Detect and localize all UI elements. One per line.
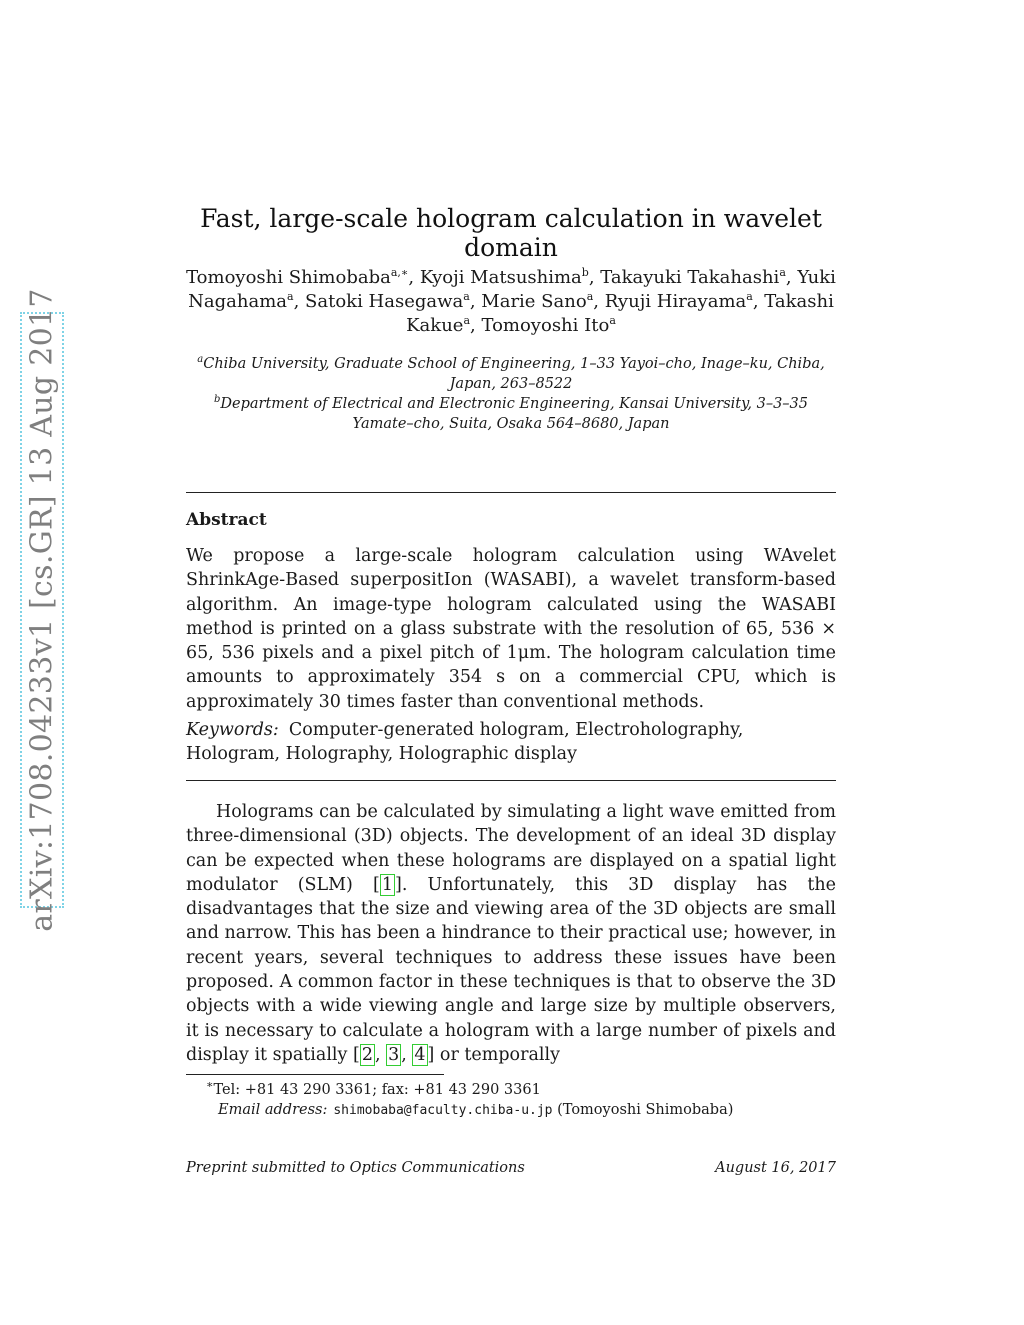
author-affil-mark: a <box>586 290 594 303</box>
footnote-rule <box>186 1074 444 1075</box>
affiliation-b <box>186 394 836 434</box>
citation-link[interactable]: 2 <box>361 1044 373 1065</box>
affiliation-mark: a <box>197 354 204 366</box>
author-affil-mark: a <box>463 314 471 327</box>
body-text: ] or temporally <box>427 1044 560 1065</box>
keywords-text: Computer-generated hologram, Electroholography, Hologram, Holography, Holographic display <box>186 720 744 765</box>
citation-separator: , <box>401 1044 413 1065</box>
affiliation-mark: b <box>213 394 221 406</box>
author-name: , Takayuki Takahashi <box>588 267 780 288</box>
body-paragraph <box>186 800 836 1067</box>
body-text: Holograms can be calculated by simulating a light wave emitted from three-dimensional (3D) objects. The development of an ideal 3D display can be expected when these holograms are displayed on a spatial light modulator (SLM) [ <box>186 802 836 895</box>
author-affil-mark: a <box>287 290 294 303</box>
author-affil-mark: a <box>746 290 753 303</box>
citation-separator: , <box>374 1044 387 1065</box>
affiliation-a <box>186 354 836 394</box>
author-name: , Tomoyoshi Ito <box>470 315 610 336</box>
footnote-tel: Tel: +81 43 290 3361; fax: +81 43 290 3361 <box>213 1082 541 1098</box>
author-name: , Yuki Nagahama <box>188 267 836 312</box>
footnote-email <box>218 1100 733 1121</box>
footnote-mark: ∗ <box>206 1078 214 1092</box>
email-owner: (Tomoyoshi Shimobaba) <box>557 1102 734 1118</box>
footer-date: August 16, 2017 <box>715 1160 836 1176</box>
abstract-bottom-rule <box>186 780 836 781</box>
citation-link[interactable]: 1 <box>381 874 393 895</box>
email-address[interactable]: shimobaba@faculty.chiba-u.jp <box>333 1103 553 1118</box>
affiliation-text: Department of Electrical and Electronic Engineering, Kansai University, 3–3–35 Yamate–cho, Suita, Osaka 564–8680, Japan <box>220 396 809 432</box>
abstract-heading: Abstract <box>186 510 267 530</box>
keywords-label: Keywords: <box>186 720 279 740</box>
affiliation-text: Chiba University, Graduate School of Engineering, 1–33 Yayoi–cho, Inage–ku, Chiba, Japan, 263–8522 <box>203 356 825 392</box>
author-name: , Kyoji Matsushima <box>408 267 582 288</box>
citation-link[interactable]: 4 <box>414 1044 426 1065</box>
author-name: Tomoyoshi Shimobaba <box>186 267 391 288</box>
arxiv-stamp[interactable]: arXiv:1708.04233v1 [cs.GR] 13 Aug 2017 <box>24 288 60 932</box>
email-label: Email address: <box>218 1102 328 1118</box>
footer-preprint: Preprint submitted to Optics Communications <box>186 1160 525 1176</box>
abstract-top-rule <box>186 492 836 493</box>
keywords <box>186 718 836 767</box>
author-name: , Takashi Kakue <box>406 291 834 336</box>
author-list <box>186 266 836 338</box>
paper-title: Fast, large-scale hologram calculation in wavelet domain <box>200 204 822 262</box>
author-name: , Satoki Hasegawa <box>293 291 464 312</box>
author-name: , Marie Sano <box>469 291 587 312</box>
footnote-contact <box>206 1080 541 1100</box>
abstract-text: We propose a large-scale hologram calculation using WAvelet ShrinkAge-Based superpositIon (WASABI), a wavelet transform-based algorithm. An image-type hologram calculated using the WASABI method is printed on a glass substrate with the resolution of 65, 536 × 65, 536 pixels and a pixel pitch of 1μm. The hologram calculation time amounts to approximately 354 s on a commercial CPU, which is approximately 30 times faster than conventional methods. <box>186 546 836 712</box>
author-affil-mark: a <box>779 266 786 279</box>
author-affil-mark: a,∗ <box>390 266 409 279</box>
author-affil-mark: a <box>609 314 616 327</box>
author-affil-mark: b <box>581 266 589 279</box>
author-affil-mark: a <box>463 290 470 303</box>
citation-link[interactable]: 3 <box>388 1044 400 1065</box>
author-name: , Ryuji Hirayama <box>593 291 747 312</box>
body-text: ]. Unfortunately, this 3D display has the disadvantages that the size and viewing area of the 3D objects are small and narrow. This has been a hindrance to their practical use; however, in recent years, several techniques to address these issues have been proposed. A common factor in these techniques is that to observe the 3D objects with a wide viewing angle and large size by multiple observers, it is necessary to calculate a hologram with a large number of pixels and display it spatially [ <box>186 874 836 1065</box>
